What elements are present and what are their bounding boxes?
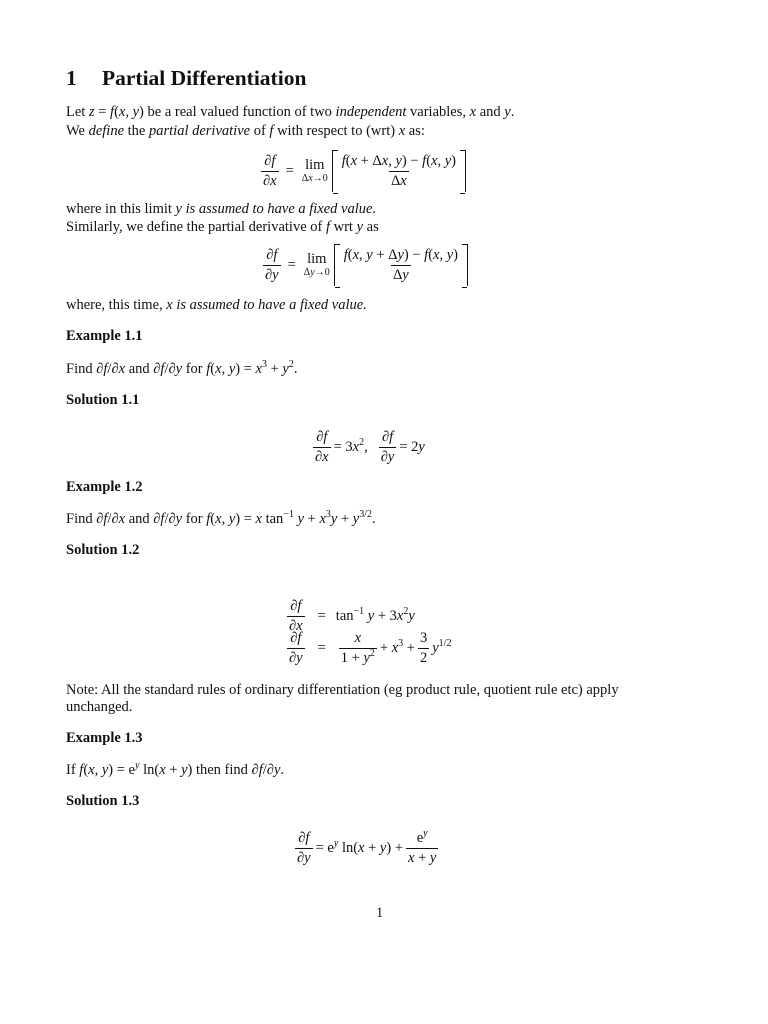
solution-1-2-eq1: $\frac{\partial f}{\partial x}$ = $\tan^{-1} y + 3x^2y$ [289,598,415,634]
example-1-3-text: If f(x, $y) = e^y$ ln(x + y) then find ∂f/∂y. [66,760,285,778]
example-1-2-text: Find ∂f/∂x and ∂f/∂y for f(x, y) = x $\tan^{-1} y + x^3y + y^{3/2}$. [66,509,376,527]
definition-wrt-y: $\frac{\partial f}{\partial y}$ = lim Δy→0 $\frac{f(x, y + \Delta y) - f(x, y)}{\Delta y}$ [260,244,468,286]
solution-1-3-heading: Solution 1.3 [66,793,140,809]
solution-1-1-heading: Solution 1.1 [66,392,140,408]
solution-1-2-eq2: $\frac{\partial f}{\partial y}$ = $\frac{x}{1 + y^2}$ + $x^3$ + $\frac{3}{2}$ $y^{1/2}$ [289,630,452,666]
example-1-1-heading: Example 1.1 [66,328,143,344]
section-title: Partial Differentiation [102,66,307,90]
note-line-2: unchanged. [66,699,133,715]
fixed-y-line: where in this limit y is assumed to have a fixed value. [66,201,377,217]
example-1-2-heading: Example 1.2 [66,479,143,495]
solution-1-1-equation: $\frac{\partial f}{\partial x}$ = $3x^2$, $\frac{\partial f}{\partial y}$ = 2y [315,429,425,465]
note-line-1: Note: All the standard rules of ordinary differentiation (eg product rule, quotient rule etc) apply [66,682,619,698]
intro-line-1: Let z = f(x, y) be a real valued function of two independent variables, x and y. [66,104,515,120]
fixed-x-line: where, this time, x is assumed to have a fixed value. [66,297,367,313]
solution-1-2-heading: Solution 1.2 [66,542,140,558]
section-number: 1 [66,66,77,90]
page-number: 1 [376,905,384,921]
intro-line-2: We define the partial derivative of f with respect to (wrt) x as: [66,123,425,139]
example-1-1-text: Find ∂f/∂x and ∂f/∂y for f(x, $y) = x^3 + y^2$. [66,359,298,377]
similarly-line: Similarly, we define the partial derivative of f wrt y as [66,219,379,235]
definition-wrt-x: $\frac{\partial f}{\partial x}$ = lim Δx→0 $\frac{f(x + \Delta x, y) - f(x, y)}{\Delta x}$ [258,150,466,192]
solution-1-3-equation: $\frac{\partial f}{\partial y}$ = $e^y$ ln(x + y) + $\frac{e^y}{x + y}$ [297,828,437,866]
example-1-3-heading: Example 1.3 [66,730,143,746]
section-heading [66,66,306,91]
